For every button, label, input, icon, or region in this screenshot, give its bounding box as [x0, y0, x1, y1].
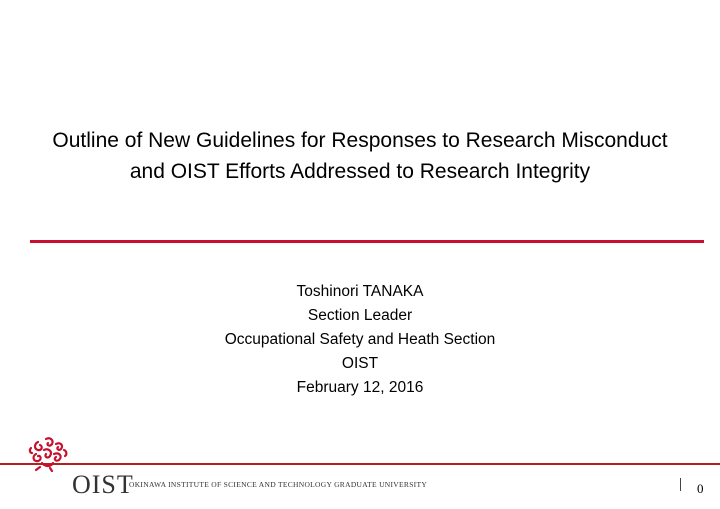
page-number: 0 [697, 481, 704, 496]
presentation-date: February 12, 2016 [296, 379, 424, 396]
presenter-organization: OIST [341, 355, 379, 372]
title-line-1: Outline of New Guidelines for Responses to Research Misconduct [52, 129, 668, 152]
oist-emblem-icon [28, 436, 76, 472]
footer-rule [0, 463, 720, 465]
institute-name: OKINAWA INSTITUTE OF SCIENCE AND TECHNOLOGY GRADUATE UNIVERSITY [129, 480, 428, 489]
oist-logo-wordmark: OIST [72, 470, 134, 499]
presenter-block [0, 280, 720, 400]
title-divider [30, 240, 704, 243]
title-line-2: and OIST Efforts Addressed to Research Integrity [129, 160, 591, 183]
presenter-section: Occupational Safety and Heath Section [224, 331, 496, 348]
presenter-name: Toshinori TANAKA [296, 283, 424, 300]
presenter-role: Section Leader [307, 307, 413, 324]
page-number-separator [680, 478, 681, 491]
slide-title [0, 125, 720, 187]
